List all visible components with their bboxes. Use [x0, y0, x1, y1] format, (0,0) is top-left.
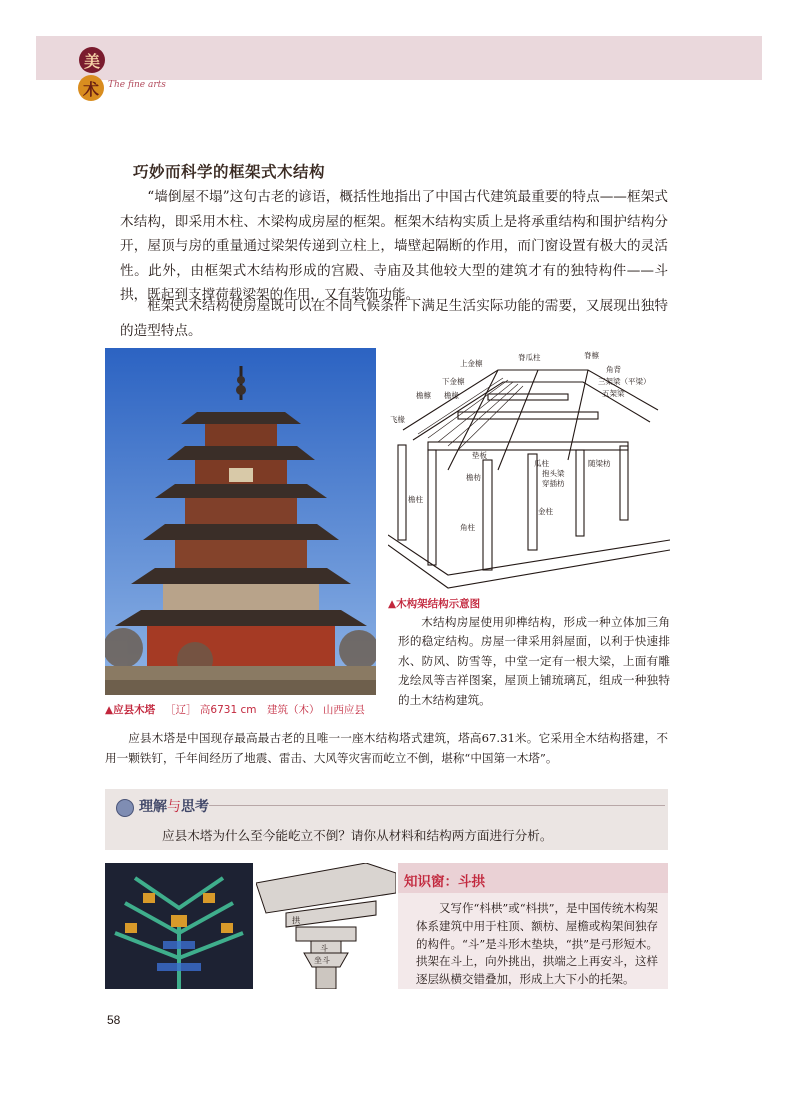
- label-xiajinlin: 下金檩: [442, 377, 465, 386]
- pagoda-photo: [105, 348, 376, 695]
- photo-caption-marker: ▲: [105, 704, 114, 716]
- body-paragraph-1: “墙倒屋不塌”这句古老的谚语，概括性地指出了中国古代建筑最重要的特点——框架式木结构，即采用木柱、木梁构成房屋的框架。框架木结构实质上是将承重结构和围护结构分开，屋顶与房的重量通过梁架传递到立柱上，墙壁起隔断的作用，而门窗设置有极大的灵活性。此外，由框架式木结构形成的宫殿、寺庙及其他较大型的建筑才有的独特构件——斗拱，既起到支撑荷载梁架的作用，又有装饰功能。: [120, 189, 668, 303]
- photo-caption-title: 应县木塔: [113, 704, 156, 716]
- dougong-label-ludou: 坐斗: [314, 956, 330, 965]
- label-jiaozhu: 角柱: [460, 523, 475, 532]
- label-yanlin: 檐檩: [416, 391, 431, 400]
- section-title: 巧妙而科学的框架式木结构: [133, 162, 326, 181]
- logo-mark-bottom: 术: [78, 75, 104, 101]
- diagram-description: 木结构房屋使用卯榫结构，形成一种立体加三角形的稳定结构。房屋一律采用斜屋面，以利于快速排水、防风、防雪等，中堂一定有一根大梁，上面有雕龙绘凤等吉祥图案，屋顶上铺琉璃瓦，组成一种独特的土木结构建筑。: [398, 615, 670, 707]
- page-number: 58: [107, 1013, 121, 1027]
- think-question: 应县木塔为什么至今能屹立不倒？请你从材料和结构两方面进行分析。: [162, 828, 553, 843]
- label-feichuan: 飞椽: [390, 415, 405, 424]
- label-jiaobei: 角背: [606, 365, 621, 374]
- knowledge-title: 知识窗：斗拱: [398, 863, 668, 893]
- photo-caption: [105, 702, 365, 717]
- think-title-amp: 与: [167, 799, 181, 815]
- dougong-photo: [105, 863, 253, 989]
- label-jinzhu: 金柱: [538, 507, 553, 516]
- label-jiaoguazhu: 脊瓜柱: [518, 353, 541, 362]
- pagoda-note: 应县木塔是中国现存最高最古老的且唯一一座木结构塔式建筑，塔高67.31米。它采用全木结构搭建，不用一颗铁钉，千年间经历了地震、雷击、大风等灾害而屹立不倒，堪称“中国第一木塔”。: [105, 731, 668, 765]
- header-band: [36, 36, 762, 80]
- dougong-label-gong: 拱: [292, 916, 300, 925]
- think-title: [139, 796, 209, 816]
- dougong-label-dou: 斗: [320, 944, 328, 953]
- timber-frame-illustration: [388, 350, 670, 590]
- diagram-caption: [388, 596, 480, 611]
- think-title-a: 理解: [139, 799, 167, 815]
- dougong-illustration: [105, 863, 253, 989]
- label-suijianfang: 随梁枋: [588, 459, 611, 468]
- label-wujialiang: 五架梁: [602, 389, 625, 398]
- body-paragraph-2: 框架式木结构使房屋既可以在不同气候条件下满足生活实际功能的需要，又展现出独特的造型特点。: [120, 298, 668, 339]
- dougong-diagram-illustration: [256, 863, 396, 989]
- label-shangjinlin: 上金檩: [460, 359, 483, 368]
- label-yanchuan: 檐椽: [444, 391, 459, 400]
- label-sanjialiang: 三架梁（平梁）: [598, 377, 651, 386]
- diagram-caption-title: 木构架结构示意图: [396, 598, 481, 610]
- diagram-caption-marker: ▲: [388, 598, 397, 610]
- label-baotoufang: 抱头梁: [542, 469, 565, 478]
- logo-mark-top: 美: [79, 47, 105, 73]
- label-yanfang: 檐枋: [466, 473, 481, 482]
- label-yanzhu: 檐柱: [408, 495, 423, 504]
- header-subtitle: The fine arts: [108, 80, 166, 90]
- label-diankuai: 垫板: [472, 451, 487, 460]
- photo-caption-meta: ［辽］ 高6731 cm 建筑（木） 山西应县: [165, 704, 365, 716]
- knowledge-text: 又写作“枓栱”或“枓拱”，是中国传统木构架体系建筑中用于柱顶、额枋、屋檐或构架间独存的构件。“斗”是斗形木垫块，“拱”是弓形短木。拱架在斗上，向外挑出，拱端之上再安斗，这样逐层纵横交错叠加，形成上大下小的托架。: [416, 901, 659, 987]
- think-title-b: 思考: [181, 799, 209, 815]
- label-chuanchafang: 穿插枋: [542, 479, 565, 488]
- timber-frame-diagram: [388, 350, 670, 590]
- think-divider: [209, 805, 665, 806]
- pagoda-illustration: [105, 348, 376, 695]
- knowledge-box: [398, 863, 668, 989]
- label-jiliang: 脊檩: [584, 351, 599, 360]
- head-icon: [116, 799, 134, 817]
- think-box: [105, 789, 668, 850]
- label-guazhu: 瓜柱: [534, 459, 549, 468]
- dougong-diagram: [256, 863, 396, 989]
